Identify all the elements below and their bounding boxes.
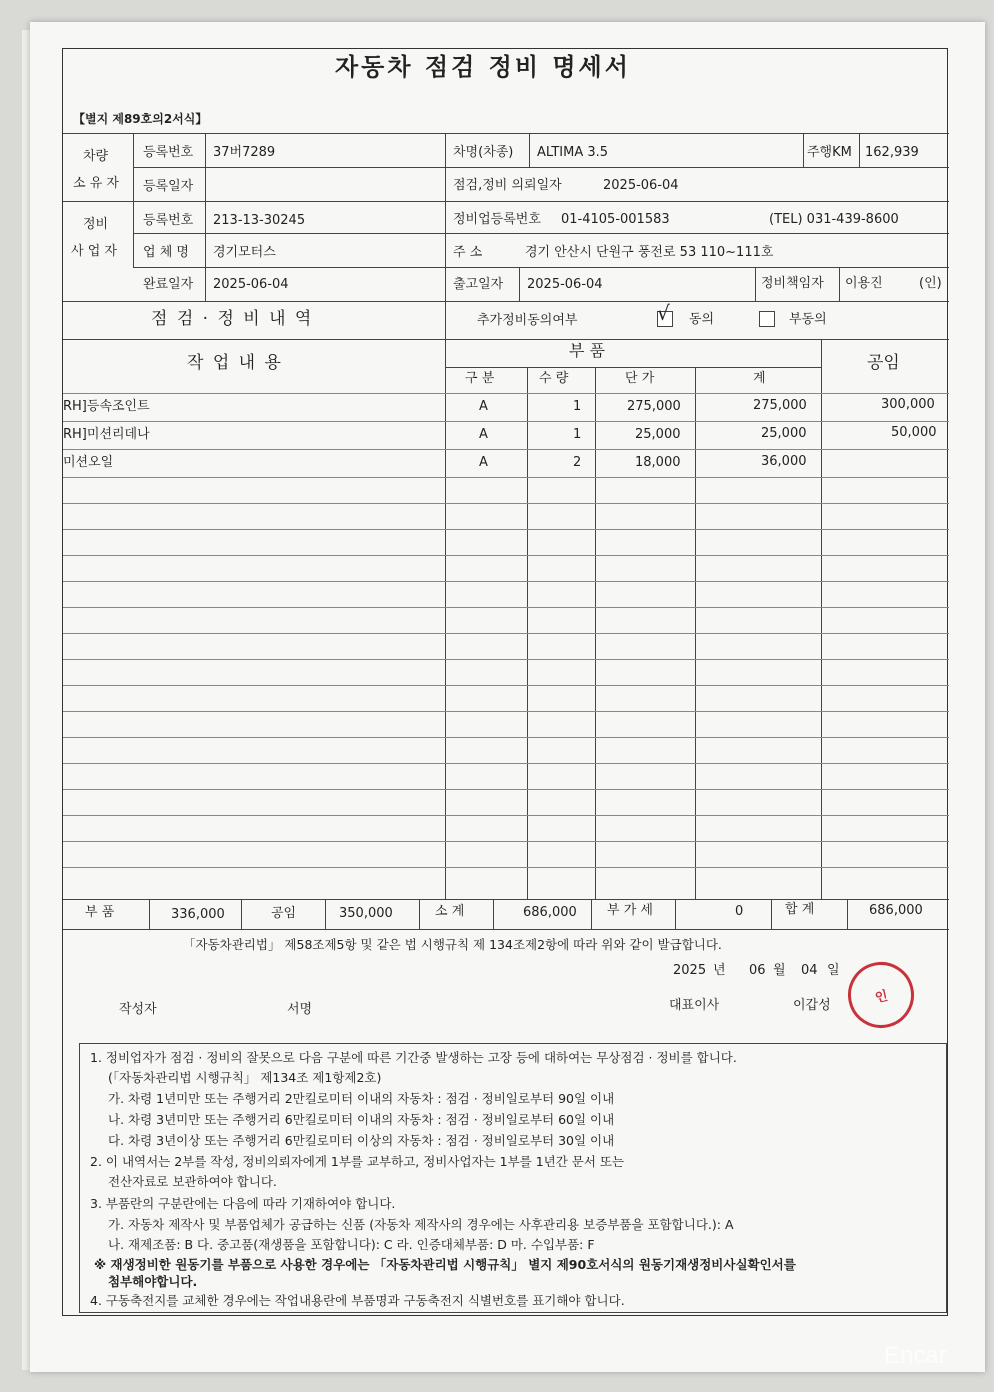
table-row-line (63, 685, 949, 686)
owner-section-label-1: 차량 (83, 149, 109, 164)
table-row-line (63, 421, 949, 422)
col-total: 계 (753, 371, 766, 386)
writer-label: 작성자 (119, 1002, 157, 1017)
grid-line (241, 899, 242, 929)
grid-line (63, 899, 949, 900)
note-line: 2. 이 내역서는 2부를 작성, 정비의뢰자에게 1부를 교부하고, 정비사업자는 1부를 1년간 문서 또는 (90, 1154, 625, 1169)
vat-label: 부 가 세 (607, 903, 653, 918)
grid-line (591, 899, 592, 929)
owner-reg-date-label: 등록일자 (143, 179, 194, 194)
subtotal-label: 소 계 (435, 904, 465, 919)
grid-line (519, 267, 520, 301)
owner-reg-no-label: 등록번호 (143, 145, 194, 160)
vat: 0 (735, 904, 744, 919)
part-total: 25,000 (761, 426, 807, 441)
issuance-statement: 「자동차관리법」 제58조제5항 및 같은 법 시행규칙 제 134조제2항에 따라 위와 같이 발급합니다. (183, 937, 722, 952)
grid-line (133, 167, 949, 168)
consent-agree-label: 동의 (689, 312, 715, 327)
grid-line (205, 133, 206, 301)
check-mark: √ (657, 301, 670, 325)
issue-day: 04 (801, 963, 818, 978)
note-line: 3. 부품란의 구분란에는 다음에 따라 기재하여야 합니다. (90, 1196, 396, 1211)
issue-year-unit: 년 (713, 963, 726, 978)
ceo-label: 대표이사 (669, 998, 720, 1013)
owner-section-label-2: 소 유 자 (73, 176, 119, 191)
part-qty: 2 (573, 455, 582, 470)
table-row-line (63, 763, 949, 764)
labor-cost: 300,000 (881, 397, 935, 412)
table-row-line (63, 659, 949, 660)
part-total: 36,000 (761, 454, 807, 469)
ceo-name: 이갑성 (793, 998, 831, 1013)
grid-line (63, 201, 949, 202)
release-date-label: 출고일자 (453, 277, 504, 292)
mileage-label: 주행KM (807, 145, 852, 160)
consent-label: 추가정비동의여부 (477, 313, 578, 328)
release-date: 2025-06-04 (527, 277, 603, 292)
document-title: 자동차 점검 정비 명세서 (335, 53, 631, 81)
grid-line (63, 339, 949, 340)
table-row-line (63, 393, 949, 394)
grid-line (149, 899, 150, 929)
part-unit-price: 25,000 (635, 427, 681, 442)
shop-section-label-1: 정비 (83, 217, 109, 232)
issue-year: 2025 (673, 963, 707, 978)
shop-reg-no-label: 등록번호 (143, 213, 194, 228)
company-label: 업 체 명 (143, 245, 189, 260)
note-line: 전산자료로 보관하여야 합니다. (108, 1174, 277, 1189)
grid-line (839, 267, 840, 301)
total-parts: 336,000 (171, 907, 225, 922)
shop-reg-no: 213-13-30245 (213, 213, 306, 228)
work-item: RH]등속조인트 (63, 399, 150, 414)
seal-text: 인 (873, 988, 890, 1006)
grid-line (493, 899, 494, 929)
shop-section-label-2: 사 업 자 (71, 244, 117, 259)
grid-line (675, 899, 676, 929)
issue-month: 06 (749, 963, 766, 978)
part-unit-price: 18,000 (635, 455, 681, 470)
part-unit-price: 275,000 (627, 399, 681, 414)
manager-label: 정비책임자 (761, 276, 824, 291)
part-type: A (479, 399, 488, 414)
subtotal: 686,000 (523, 905, 577, 920)
table-row-line (63, 607, 949, 608)
parts-header: 부 품 (569, 341, 605, 360)
note-line: 4. 구동축전지를 교체한 경우에는 작업내용란에 부품명과 구동축전지 식별번호를 표기해야 합니다. (90, 1293, 625, 1308)
biz-reg-no: 01-4105-001583 (561, 212, 670, 227)
address: 경기 안산시 단원구 풍전로 53 110~111호 (525, 245, 774, 260)
col-unit: 단 가 (625, 371, 655, 386)
table-row-line (63, 711, 949, 712)
manager-name: 이용진 (845, 276, 883, 291)
issue-day-unit: 일 (827, 963, 840, 978)
issue-month-unit: 월 (773, 963, 786, 978)
grid-line (847, 899, 848, 929)
table-row-line (63, 555, 949, 556)
work-item: 미션오일 (63, 455, 114, 470)
part-qty: 1 (573, 427, 582, 442)
note-line: 나. 재제조품: B 다. 중고품(재생품을 포함합니다): C 라. 인증대체부품: D 마. 수입부품: F (108, 1237, 595, 1252)
encar-watermark: Encar (884, 1342, 947, 1369)
sum-label: 합 계 (785, 902, 815, 917)
grid-line (529, 133, 530, 167)
grid-line (133, 233, 949, 234)
total-labor-label: 공임 (271, 906, 297, 921)
col-type: 구 분 (465, 371, 495, 386)
grid-line (133, 267, 949, 268)
note-line: 가. 자동차 제작사 및 부품업체가 공급하는 신품 (자동차 제작사의 경우에는 사후관리용 보증부품을 포함합니다.): A (108, 1217, 734, 1232)
part-type: A (479, 427, 488, 442)
total-parts-label: 부 품 (85, 905, 115, 920)
grid-line (755, 267, 756, 301)
repair-statement-form (62, 48, 948, 1316)
table-row-line (63, 529, 949, 530)
work-item: RH]미션리데나 (63, 427, 150, 442)
table-row-line (63, 841, 949, 842)
grid-line (63, 301, 949, 302)
table-row-line (63, 503, 949, 504)
labor-cost: 50,000 (891, 425, 937, 440)
table-row-line (63, 867, 949, 868)
part-total: 275,000 (753, 398, 807, 413)
grand-total: 686,000 (869, 903, 923, 918)
owner-reg-no: 37버7289 (213, 145, 276, 160)
part-type: A (479, 455, 488, 470)
note-line: 가. 차령 1년미만 또는 주행거리 2만킬로미터 이내의 자동차 : 점검 · 정비일로부터 90일 이내 (108, 1091, 615, 1106)
grid-line (445, 367, 821, 368)
total-labor: 350,000 (339, 906, 393, 921)
form-number: 【별지 제89호의2서식】 (73, 112, 208, 126)
biz-reg-label: 정비업등록번호 (453, 212, 541, 227)
note-line: 1. 정비업자가 점검 · 정비의 잘못으로 다음 구분에 따른 기간중 발생하는 고장 등에 대하여는 무상점검 · 정비를 합니다. (90, 1050, 737, 1065)
note-line: ※ 재생정비한 원동기를 부품으로 사용한 경우에는 「자동차관리법 시행규칙」 별지 제90호서식의 원동기재생정비사실확인서를 (94, 1257, 796, 1272)
table-row-line (63, 737, 949, 738)
col-qty: 수 량 (539, 371, 569, 386)
table-row-line (63, 815, 949, 816)
table-row-line (63, 477, 949, 478)
grid-line (325, 899, 326, 929)
note-line: 나. 차령 3년미만 또는 주행거리 6만킬로미터 이내의 자동차 : 점검 · 정비일로부터 60일 이내 (108, 1112, 615, 1127)
address-label: 주 소 (453, 245, 483, 260)
grid-line (133, 133, 134, 267)
inspection-header: 점 검 · 정 비 내 역 (151, 309, 314, 329)
table-row-line (63, 581, 949, 582)
vehicle-name-label: 차명(차종) (453, 145, 514, 160)
grid-line (445, 133, 446, 339)
consent-disagree-checkbox (759, 311, 775, 327)
done-date-label: 완료일자 (143, 277, 194, 292)
vehicle-name: ALTIMA 3.5 (537, 145, 609, 160)
request-date: 2025-06-04 (603, 178, 679, 193)
mileage: 162,939 (865, 145, 919, 160)
grid-line (859, 133, 860, 167)
consent-disagree-label: 부동의 (789, 312, 827, 327)
grid-line (771, 899, 772, 929)
done-date: 2025-06-04 (213, 277, 289, 292)
table-row-line (63, 789, 949, 790)
manager-seal: (인) (919, 276, 942, 291)
company-name: 경기모터스 (213, 245, 276, 260)
grid-line (419, 899, 420, 929)
shop-tel: (TEL) 031-439-8600 (769, 212, 899, 227)
table-row-line (63, 449, 949, 450)
part-qty: 1 (573, 399, 582, 414)
signature-label: 서명 (287, 1002, 313, 1017)
note-line: 첨부해야합니다. (108, 1274, 198, 1289)
note-line: 다. 차령 3년이상 또는 주행거리 6만킬로미터 이상의 자동차 : 점검 · 정비일로부터 30일 이내 (108, 1133, 615, 1148)
labor-header: 공임 (867, 353, 900, 373)
grid-line (63, 133, 949, 134)
notes-box (79, 1043, 947, 1313)
request-date-label: 점검,정비 의뢰일자 (453, 178, 562, 193)
grid-line (63, 929, 949, 930)
note-line: (「자동차관리법 시행규칙」 제134조 제1항제2호) (108, 1070, 382, 1085)
grid-line (803, 133, 804, 167)
work-header: 작 업 내 용 (187, 353, 283, 373)
table-row-line (63, 633, 949, 634)
